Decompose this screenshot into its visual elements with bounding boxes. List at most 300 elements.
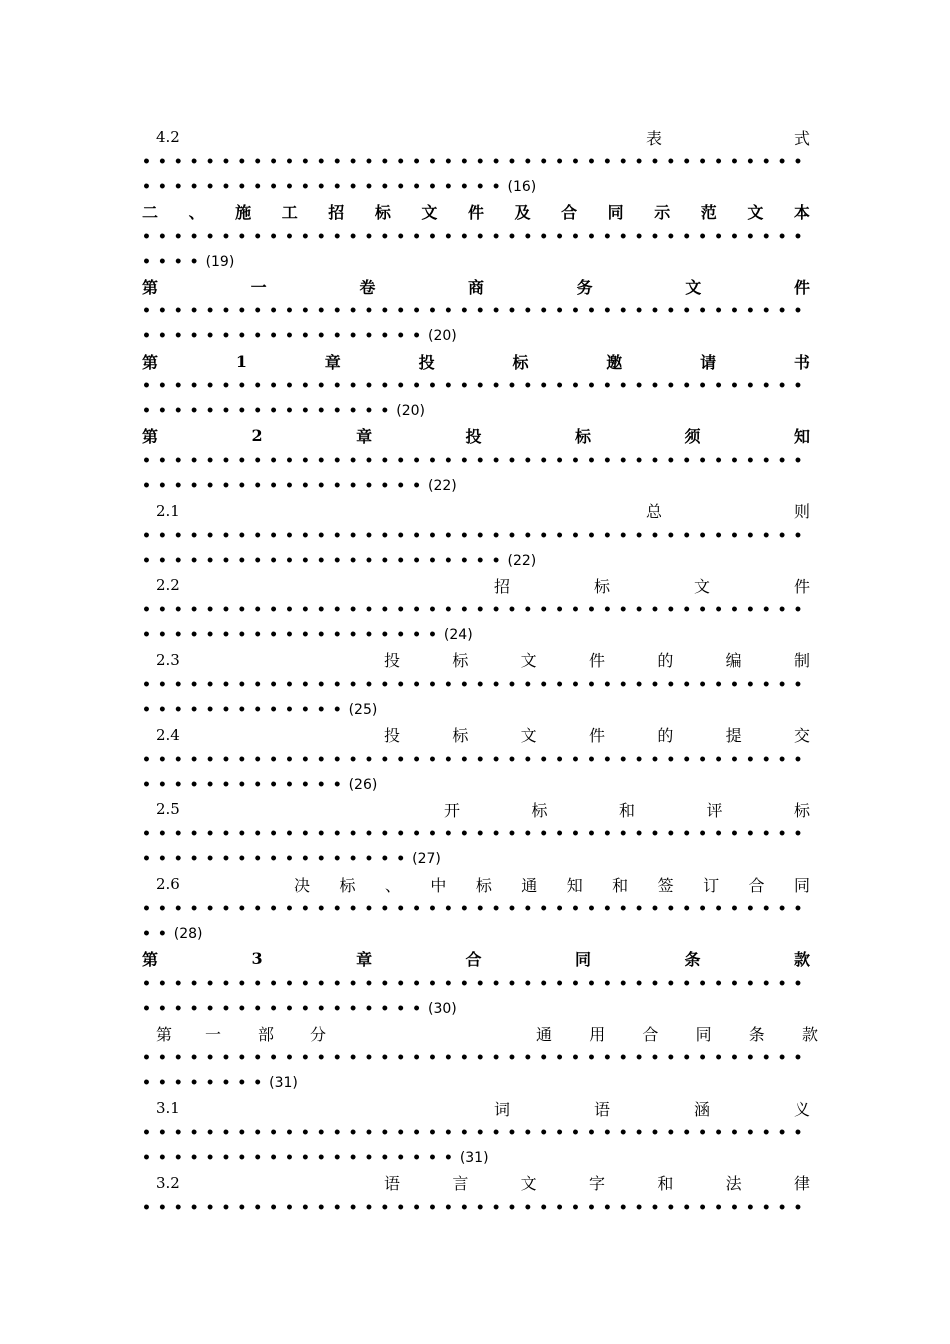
dot-leader: • (586, 303, 596, 320)
dot-leader: • (253, 627, 263, 644)
dot-leader: • (269, 676, 279, 693)
dot-leader: • (237, 1125, 247, 1142)
dot-leader: • (157, 328, 167, 345)
dot-leader: • (332, 303, 342, 320)
dot-leader: • (443, 228, 453, 245)
dot-leader: • (714, 378, 724, 395)
dot-leader: • (714, 452, 724, 469)
dot-leader: • (475, 452, 485, 469)
dot-leader: • (205, 1199, 215, 1216)
dot-leader: • (380, 154, 390, 170)
dot-leader: • (602, 602, 612, 619)
toc-entry-number: 2.4 (156, 725, 180, 744)
dot-leader: • (491, 1199, 501, 1216)
dot-leader: • (221, 403, 231, 420)
dot-leader: • (650, 1199, 660, 1216)
dot-leader: • (682, 378, 692, 395)
dot-leader: • (745, 602, 755, 619)
dot-leader: • (189, 328, 199, 345)
dot-leader: • (539, 1199, 549, 1216)
dot-leader: • (714, 901, 724, 917)
toc-page-number[interactable]: (20) (396, 403, 425, 420)
dot-leader: • (364, 1125, 374, 1142)
toc-entry-title-char: 件 (794, 576, 811, 596)
dot-leader: • (777, 1199, 787, 1216)
dot-leader: • (348, 228, 358, 245)
dot-leader: • (269, 901, 279, 917)
dot-leader: • (698, 602, 708, 619)
dot-leader: • (269, 1125, 279, 1142)
dot-leader: • (602, 751, 612, 768)
dot-leader: • (348, 901, 358, 917)
dot-leader: • (555, 1125, 565, 1142)
dot-leader: • (793, 1199, 803, 1216)
toc-entry-heading[interactable] (142, 424, 810, 448)
toc-entry-title-char: 招 (328, 203, 345, 223)
dot-leader: • (443, 179, 453, 195)
dot-leader: • (475, 602, 485, 619)
dot-leader: • (555, 676, 565, 693)
toc-entry-title-char: 第 (142, 950, 159, 970)
dot-leader: • (253, 1150, 263, 1167)
dot-leader: • (459, 826, 469, 843)
dot-leader: • (253, 826, 263, 843)
dot-leader: • (793, 602, 803, 619)
dot-leader: • (602, 228, 612, 245)
dot-leader: • (269, 851, 279, 868)
dot-leader: • (428, 228, 437, 245)
dot-leader: • (142, 826, 151, 843)
toc-page-number[interactable]: (28) (173, 926, 203, 942)
dot-leader: • (443, 1050, 453, 1067)
dot-leader: • (380, 676, 390, 693)
dot-leader: • (253, 776, 263, 793)
dot-leader: • (793, 901, 803, 917)
dot-leader: • (142, 477, 151, 494)
dot-leader: • (475, 1050, 485, 1067)
dot-leader: • (300, 477, 310, 494)
toc-page-number[interactable]: (22) (428, 477, 457, 494)
dot-leader: • (173, 901, 183, 917)
dot-leader: • (507, 1125, 517, 1142)
dot-leader: • (221, 602, 231, 619)
dot-leader: • (300, 328, 310, 345)
dot-leader: • (777, 901, 787, 917)
dot-leader: • (253, 303, 263, 320)
dot-leader: • (729, 527, 739, 544)
toc-entry-title-char: 书 (793, 352, 810, 372)
dot-leader: • (285, 378, 294, 395)
dot-leader: • (380, 1150, 390, 1167)
toc-entry-title-char: 款 (793, 950, 810, 970)
toc-entry-heading[interactable] (142, 797, 810, 821)
dot-leader: • (205, 1075, 215, 1092)
dot-leader: • (428, 676, 437, 693)
dot-leader: • (571, 826, 580, 843)
toc-page-number[interactable]: (31) (269, 1075, 298, 1092)
dot-leader: • (316, 328, 326, 345)
dot-leader: • (539, 1125, 549, 1142)
dot-leader: • (745, 378, 755, 395)
dot-leader: • (173, 1150, 183, 1167)
dot-leader: • (348, 378, 358, 395)
dot-leader: • (618, 154, 628, 170)
dot-leader: • (682, 751, 692, 768)
dot-leader: • (332, 1199, 342, 1216)
dot-leader: • (618, 975, 628, 992)
dot-leader: • (348, 1199, 358, 1216)
dot-leader: • (253, 1050, 263, 1067)
dot-leader-tail (142, 847, 810, 871)
dot-leader: • (237, 602, 247, 619)
dot-leader: • (777, 676, 787, 693)
dot-leader: • (539, 378, 549, 395)
dot-leader: • (332, 328, 342, 345)
dot-leader: • (539, 901, 549, 917)
toc-entry-heading[interactable] (142, 947, 810, 971)
dot-leader: • (364, 228, 374, 245)
toc-entry-title-char: 决 (294, 875, 311, 895)
dot-leader: • (221, 975, 231, 992)
dot-leader: • (412, 676, 422, 693)
dot-leader: • (269, 1050, 279, 1067)
toc-entry-title-char: 标 (575, 427, 592, 447)
dot-leader: • (396, 552, 406, 569)
dot-leader: • (443, 378, 453, 395)
dot-leader: • (316, 826, 326, 843)
toc-entry-heading[interactable] (142, 1096, 810, 1120)
dot-leader: • (300, 701, 310, 718)
dot-leader: • (285, 154, 294, 170)
dot-leader: • (396, 1199, 406, 1216)
toc-page-number[interactable]: (20) (428, 328, 457, 345)
toc-entry-title-char: 示 (654, 203, 671, 223)
dot-leader: • (412, 179, 422, 195)
dot-leader: • (729, 901, 739, 917)
dot-leader-line (142, 524, 810, 548)
dot-leader: • (332, 403, 342, 420)
dot-leader: • (412, 303, 422, 320)
toc-entry-title-char: 制 (794, 651, 811, 671)
toc-page-number[interactable]: (16) (507, 179, 537, 195)
dot-leader: • (475, 154, 485, 170)
dot-leader: • (332, 851, 342, 868)
dot-leader: • (300, 975, 310, 992)
dot-leader: • (157, 1150, 167, 1167)
dot-leader: • (793, 751, 803, 768)
toc-entry-heading[interactable] (142, 872, 810, 896)
dot-leader: • (586, 975, 596, 992)
toc-entry-heading[interactable] (142, 349, 810, 373)
dot-leader: • (777, 1125, 787, 1142)
dot-leader: • (571, 602, 580, 619)
dot-leader: • (332, 477, 342, 494)
toc-entry-heading[interactable] (142, 1171, 810, 1195)
dot-leader: • (729, 303, 739, 320)
dot-leader: • (507, 228, 517, 245)
dot-leader: • (316, 378, 326, 395)
dot-leader: • (602, 452, 612, 469)
dot-leader: • (650, 901, 660, 917)
toc-entry-title-char: 通 (536, 1024, 553, 1044)
dot-leader: • (285, 403, 294, 420)
toc-entry-heading[interactable] (142, 1021, 819, 1045)
dot-leader: • (459, 751, 469, 768)
dot-leader: • (221, 328, 231, 345)
dot-leader: • (412, 602, 422, 619)
dot-leader: • (523, 1199, 533, 1216)
dot-leader: • (189, 477, 199, 494)
toc-page-number[interactable]: (26) (348, 776, 378, 793)
dot-leader: • (523, 303, 533, 320)
toc-entry-heading[interactable] (142, 274, 810, 298)
dot-leader: • (173, 1050, 183, 1067)
toc-page-number[interactable]: (24) (443, 627, 473, 644)
dot-leader: • (793, 826, 803, 843)
dot-leader: • (428, 627, 437, 644)
dot-leader: • (555, 378, 565, 395)
dot-leader: • (618, 602, 628, 619)
dot-leader: • (380, 627, 390, 644)
dot-leader: • (682, 303, 692, 320)
dot-leader: • (300, 527, 310, 544)
dot-leader: • (475, 826, 485, 843)
dot-leader: • (507, 378, 517, 395)
dot-leader: • (586, 228, 596, 245)
dot-leader: • (205, 328, 215, 345)
dot-leader: • (714, 751, 724, 768)
dot-leader: • (523, 228, 533, 245)
dot-leader: • (205, 701, 215, 718)
dot-leader: • (332, 776, 342, 793)
dot-leader: • (189, 1050, 199, 1067)
toc-entry-title-char: 、 (384, 875, 401, 895)
toc-page-number[interactable]: (27) (412, 851, 441, 868)
toc-entry-title-char: 提 (725, 726, 742, 746)
dot-leader: • (364, 477, 374, 494)
dot-leader: • (491, 552, 501, 569)
dot-leader: • (269, 1000, 279, 1017)
dot-leader: • (205, 975, 215, 992)
dot-leader: • (634, 1199, 644, 1216)
dot-leader: • (634, 303, 644, 320)
dot-leader: • (412, 975, 422, 992)
dot-leader: • (269, 1199, 279, 1216)
dot-leader: • (412, 627, 422, 644)
dot-leader: • (142, 1075, 151, 1092)
toc-entry-title-char: 章 (324, 352, 341, 372)
dot-leader: • (745, 303, 755, 320)
dot-leader: • (332, 826, 342, 843)
dot-leader: • (253, 527, 263, 544)
dot-leader: • (586, 751, 596, 768)
dot-leader: • (237, 1050, 247, 1067)
dot-leader: • (539, 975, 549, 992)
dot-leader: • (157, 602, 167, 619)
dot-leader: • (745, 154, 755, 170)
dot-leader: • (777, 154, 787, 170)
dot-leader: • (571, 228, 580, 245)
dot-leader: • (507, 527, 517, 544)
toc-entry-number: 2.6 (156, 875, 180, 893)
dot-leader: • (300, 1050, 310, 1067)
dot-leader: • (428, 154, 437, 170)
toc-page-number[interactable]: (30) (428, 1000, 457, 1017)
dot-leader: • (316, 901, 326, 917)
dot-leader: • (364, 975, 374, 992)
dot-leader: • (221, 676, 231, 693)
dot-leader: • (459, 303, 469, 320)
dot-leader: • (157, 627, 167, 644)
dot-leader-line (142, 897, 810, 921)
dot-leader: • (237, 403, 247, 420)
dot-leader: • (428, 552, 437, 569)
dot-leader: • (253, 228, 263, 245)
toc-page-number[interactable]: (19) (205, 253, 235, 270)
dot-leader: • (205, 676, 215, 693)
toc-entry-title-char: 招 (494, 576, 511, 596)
dot-leader: • (237, 303, 247, 320)
dot-leader: • (364, 154, 374, 170)
dot-leader: • (285, 552, 294, 569)
dot-leader: • (300, 1000, 310, 1017)
dot-leader: • (300, 179, 310, 195)
dot-leader: • (618, 1050, 628, 1067)
dot-leader: • (253, 1199, 263, 1216)
dot-leader-tail (142, 324, 810, 348)
dot-leader: • (745, 751, 755, 768)
dot-leader: • (189, 1075, 199, 1092)
dot-leader: • (396, 826, 406, 843)
dot-leader: • (475, 179, 485, 195)
dot-leader: • (666, 527, 676, 544)
dot-leader: • (221, 378, 231, 395)
toc-entry-title-char: 文 (421, 203, 438, 223)
dot-leader: • (189, 975, 199, 992)
dot-leader: • (332, 527, 342, 544)
dot-leader: • (348, 627, 358, 644)
dot-leader: • (300, 303, 310, 320)
dot-leader: • (237, 1075, 247, 1092)
dot-leader: • (221, 1075, 231, 1092)
dot-leader: • (666, 1125, 676, 1142)
toc-entry-heading[interactable] (142, 125, 810, 149)
dot-leader: • (586, 901, 596, 917)
dot-leader: • (666, 751, 676, 768)
toc-entry-number: 2.3 (156, 650, 180, 669)
dot-leader-line (142, 225, 810, 249)
toc-entry-title-char: 同 (575, 950, 592, 970)
dot-leader: • (237, 452, 247, 469)
dot-leader: • (412, 477, 422, 494)
dot-leader: • (285, 676, 294, 693)
dot-leader: • (380, 228, 390, 245)
dot-leader: • (602, 1125, 612, 1142)
dot-leader: • (586, 1199, 596, 1216)
toc-entry-title-char: 语 (384, 1174, 401, 1194)
dot-leader: • (729, 826, 739, 843)
dot-leader: • (745, 1050, 755, 1067)
dot-leader: • (380, 303, 390, 320)
toc-entry-number: 2.5 (156, 800, 180, 819)
dot-leader: • (364, 851, 374, 868)
dot-leader: • (761, 751, 771, 768)
dot-leader: • (189, 452, 199, 469)
dot-leader: • (189, 851, 199, 868)
dot-leader: • (459, 228, 469, 245)
dot-leader: • (698, 303, 708, 320)
toc-entry-title-char: 章 (356, 950, 373, 970)
dot-leader: • (253, 751, 263, 768)
dot-leader-tail (142, 399, 810, 423)
dot-leader: • (571, 527, 580, 544)
toc-entry-title-char: 文 (747, 203, 764, 223)
dot-leader: • (221, 1000, 231, 1017)
toc-entry-title-char: 同 (607, 203, 624, 223)
dot-leader: • (523, 1125, 533, 1142)
dot-leader: • (316, 552, 326, 569)
toc-entry-heading[interactable] (142, 499, 810, 523)
toc-entry-title-char: 文 (685, 277, 702, 297)
dot-leader: • (173, 851, 183, 868)
dot-leader: • (682, 154, 692, 170)
toc-page-number[interactable]: (25) (348, 701, 378, 718)
dot-leader: • (189, 527, 199, 544)
toc-page-number[interactable]: (22) (507, 552, 537, 569)
dot-leader: • (729, 228, 739, 245)
dot-leader: • (348, 452, 358, 469)
dot-leader: • (571, 303, 580, 320)
dot-leader: • (237, 179, 247, 195)
toc-entry-heading[interactable] (142, 648, 810, 672)
dot-leader: • (142, 627, 151, 644)
dot-leader: • (221, 552, 231, 569)
dot-leader: • (555, 602, 565, 619)
dot-leader: • (173, 1199, 183, 1216)
dot-leader: • (777, 602, 787, 619)
dot-leader: • (316, 627, 326, 644)
toc-entry-number: 3.2 (156, 1173, 180, 1192)
toc-entry-heading[interactable] (142, 573, 810, 597)
dot-leader: • (714, 228, 724, 245)
dot-leader: • (586, 1050, 596, 1067)
dot-leader: • (507, 1050, 517, 1067)
dot-leader: • (189, 303, 199, 320)
dot-leader: • (189, 1000, 199, 1017)
dot-leader: • (380, 452, 390, 469)
dot-leader: • (142, 228, 151, 245)
dot-leader: • (682, 975, 692, 992)
dot-leader: • (634, 676, 644, 693)
dot-leader: • (539, 751, 549, 768)
toc-entry-title-char: 字 (589, 1174, 606, 1194)
toc-entry-heading[interactable] (142, 200, 810, 224)
dot-leader: • (586, 1125, 596, 1142)
dot-leader: • (173, 403, 183, 420)
toc-entry-title-char: 、 (188, 203, 205, 223)
dot-leader: • (729, 975, 739, 992)
toc-entry-heading[interactable] (142, 723, 810, 747)
dot-leader: • (285, 901, 294, 917)
dot-leader: • (650, 826, 660, 843)
dot-leader: • (761, 228, 771, 245)
dot-leader: • (523, 826, 533, 843)
dot-leader: • (300, 602, 310, 619)
dot-leader: • (428, 602, 437, 619)
toc-page-number[interactable]: (31) (459, 1150, 489, 1167)
dot-leader: • (443, 975, 453, 992)
dot-leader: • (650, 154, 660, 170)
